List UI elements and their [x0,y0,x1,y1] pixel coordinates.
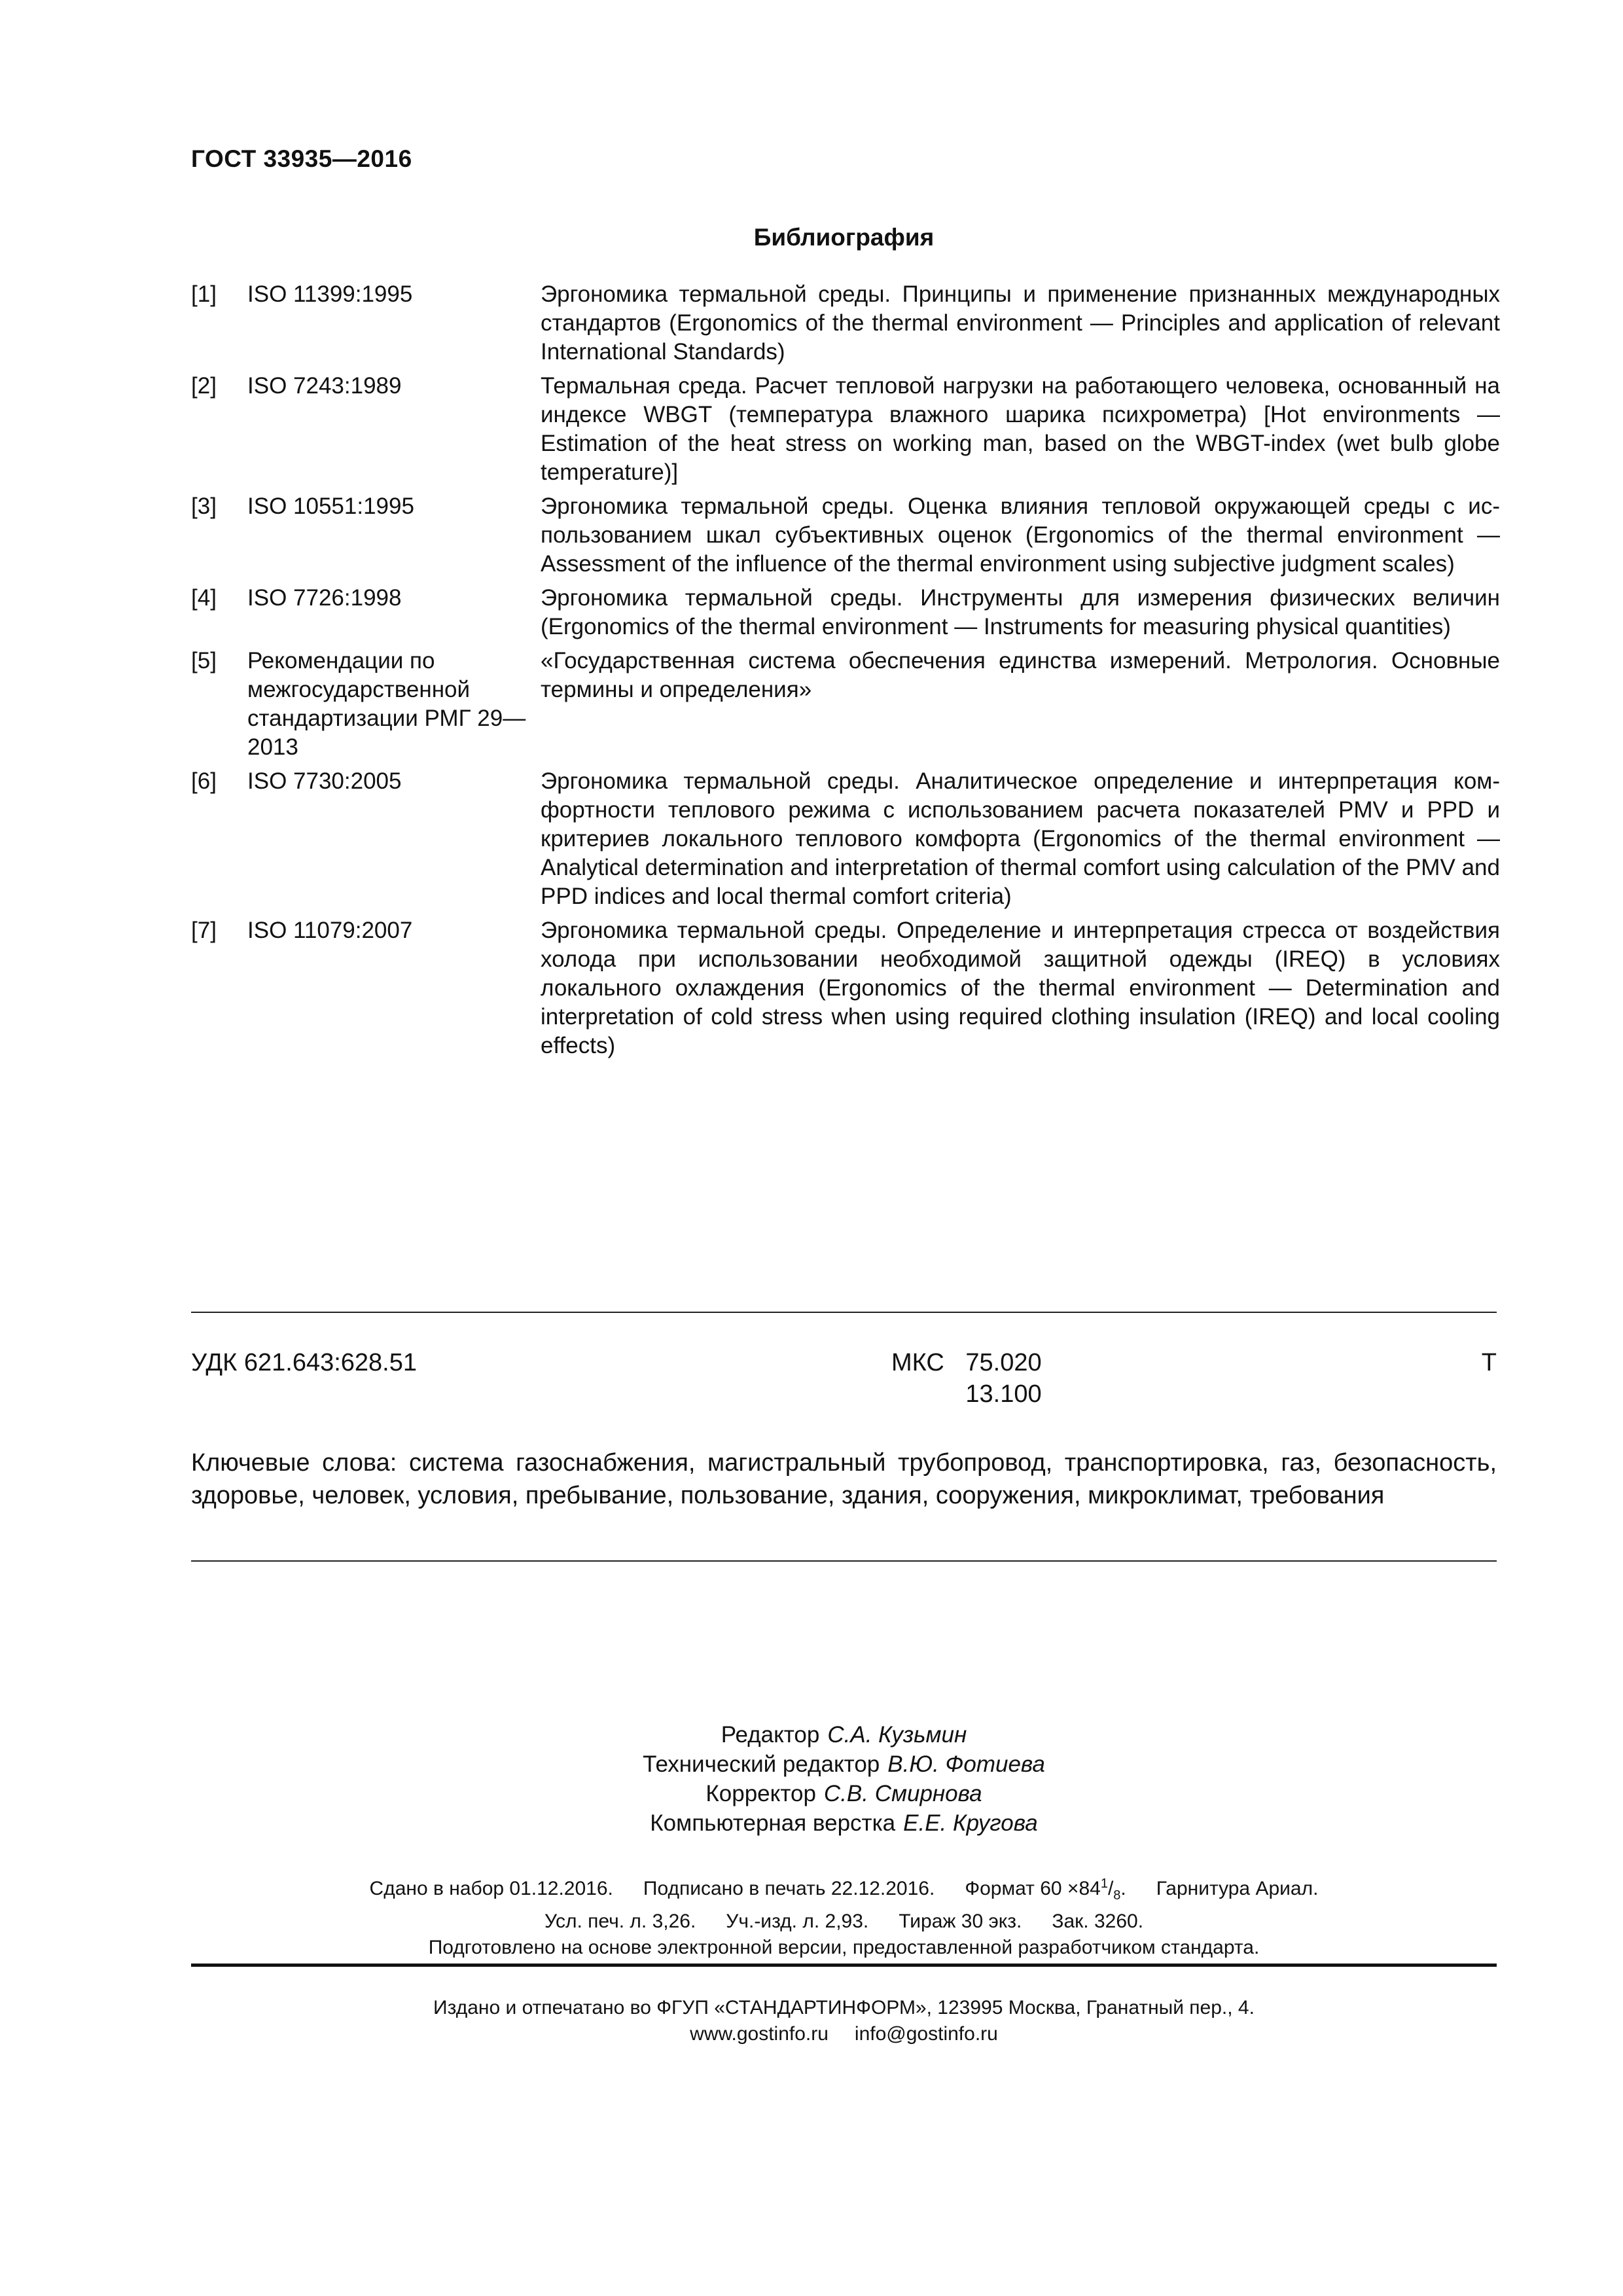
credits-block [191,1720,1497,1838]
entry-code: Рекомендации по межгосударственной стандартизации РМГ 29—2013 [247,648,526,760]
bibliography-title: Библиография [753,224,935,251]
publisher-line: Издано и отпечатано во ФГУП «СТАНДАРТИНФОРМ», 123995 Москва, Гранатный пер., 4. [433,1997,1255,2018]
bibliography-entry [191,280,1500,372]
credit-corrector [191,1779,1497,1808]
entry-description: Эргономика термальной среды. Аналитическое определение и интерпретация комфортности теплового режима с использованием расчета показателей PMV и PPD и критериев локального теплового комфорта (Ergonomics of the thermal environment — Analytical determination and interpretation of thermal comfort using calculation of the PMV and PPD indices and local thermal comfort criteria) [541,768,1500,909]
credit-name: В.Ю. Фотиева [887,1751,1045,1777]
entry-description: Эргономика термальной среды. Определение и интерпретация стресса от воздействия холода при использовании необходимой защитной одежды (IREQ) в условиях локального охлаждения (Ergonomics of the thermal environment — Determination and interpretation of cold stress when using required clothing insulation (IREQ) and local cooling effects) [541,918,1500,1058]
bibliography-entry [191,647,1500,767]
bibliography-entry [191,916,1500,1066]
mks-code-1: 75.020 [965,1349,1042,1376]
credit-editor [191,1720,1497,1749]
imprint-print-sheets: Усл. печ. л. 3,26. [544,1910,696,1932]
imprint-typeset: Сдано в набор 01.12.2016. [369,1878,613,1899]
credit-role: Компьютерная верстка [650,1810,896,1836]
entry-code: ISO 11079:2007 [247,918,413,943]
category-letter: Т [1481,1349,1497,1376]
entry-description: «Государственная система обеспечения единства измерений. Метрология. Основные термины и определения» [541,648,1500,702]
entry-number: [2] [191,373,217,399]
bibliography-entry [191,492,1500,584]
imprint-order: Зак. 3260. [1052,1910,1144,1932]
entry-code: ISO 11399:1995 [247,281,413,307]
imprint-block [191,1871,1497,1961]
credit-role: Корректор [705,1781,816,1806]
entry-code: ISO 10551:1995 [247,493,414,519]
publisher-contacts [191,2021,1497,2047]
credit-name: Е.Е. Кругова [903,1810,1038,1836]
udk-code: УДК 621.643:628.51 [191,1349,418,1376]
credit-role: Редактор [721,1722,820,1748]
entry-code: ISO 7243:1989 [247,373,402,399]
mks-code-2: 13.100 [965,1380,1042,1408]
credit-name: С.В. Смирнова [823,1781,982,1806]
entry-number: [4] [191,585,217,611]
credit-tech-editor [191,1749,1497,1779]
entry-code: ISO 7730:2005 [247,768,402,794]
imprint-signed: Подписано в печать 22.12.2016. [643,1878,935,1899]
entry-description: Эргономика термальной среды. Принципы и применение признанных международных стандартов (Ergonomics of the thermal environment — Principles and application of relevant International Standards) [541,281,1500,365]
imprint-line-2 [191,1909,1497,1935]
entry-number: [5] [191,648,217,673]
imprint-prepared: Подготовлено на основе электронной версии, предоставленной разработчиком стандарта. [428,1937,1260,1958]
entry-description: Термальная среда. Расчет тепловой нагрузки на работающего человека, основанный на индексе WBGT (температура влажного шарика психрометра) [Hot environments — Estimation of the heat stress on working man, based on the WBGT-index (wet bulb globe temperature)] [541,373,1500,485]
bibliography-entry [191,372,1500,492]
bibliography-entry [191,767,1500,916]
mks-values [965,1347,1041,1410]
entry-description: Эргономика термальной среды. Инструменты для измерения физических величин (Ergonomics of the thermal environment — Instruments for measuring physical quantities) [541,585,1500,639]
divider-middle [191,1560,1497,1562]
entry-number: [7] [191,918,217,943]
credit-layout [191,1808,1497,1838]
publisher-website: www.gostinfo.ru [690,2023,829,2045]
entry-code: ISO 7726:1998 [247,585,402,611]
publisher-email: info@gostinfo.ru [854,2023,998,2045]
divider-top [191,1312,1497,1313]
bibliography-table [191,280,1500,1066]
divider-bottom [191,1964,1497,1967]
entry-description: Эргономика термальной среды. Оценка влияния тепловой окружающей среды с использованием шкал субъективных оценок (Ergonomics of the thermal environment — Assessment of the influence of the thermal environment using subjective judgment scales) [541,493,1500,577]
imprint-pub-sheets: Уч.-изд. л. 2,93. [726,1910,869,1932]
mks-codes [891,1347,1042,1410]
classification-row [191,1347,1497,1412]
imprint-format: Формат $60 \times 84^1/_8$. [965,1876,1126,1903]
imprint-run: Тираж 30 экз. [899,1910,1022,1932]
credit-name: С.А. Кузьмин [827,1722,967,1748]
entry-number: [3] [191,493,217,519]
standard-number: ГОСТ 33935—2016 [191,145,412,172]
entry-number: [1] [191,281,217,307]
imprint-font: Гарнитура Ариал. [1156,1878,1319,1899]
bibliography-entry [191,584,1500,647]
mks-label: МКС [891,1349,944,1376]
keywords: Ключевые слова: система газоснабжения, магистральный трубопровод, транспортировка, газ, безопасность, здоровье, человек, условия, пребывание, пользование, здания, сооружения, микроклимат, требования [191,1449,1497,1509]
entry-number: [6] [191,768,217,794]
imprint-line-1 [191,1871,1497,1909]
credit-role: Технический редактор [643,1751,880,1777]
publisher-block [191,1995,1497,2047]
